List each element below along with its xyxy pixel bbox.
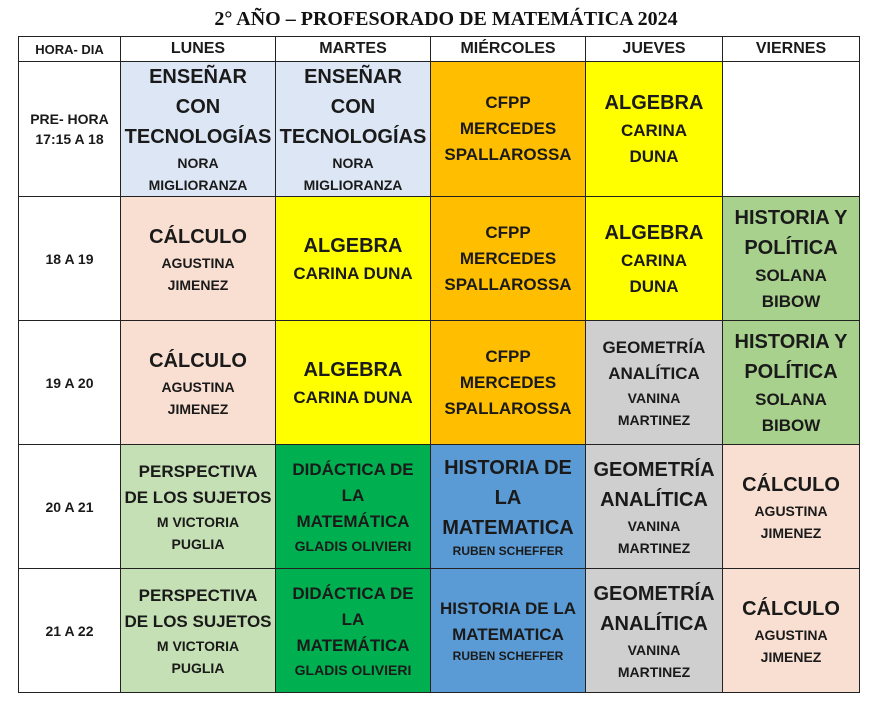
teacher-text: VANINA bbox=[627, 389, 681, 406]
teacher-text: DUNA bbox=[629, 147, 679, 166]
subject-text: CFPP bbox=[485, 346, 531, 366]
subject-text: PERSPECTIVA bbox=[138, 461, 258, 481]
teacher-text: BIBOW bbox=[761, 291, 821, 311]
class-cell bbox=[431, 197, 586, 321]
subject-text: TECNOLOGÍAS bbox=[124, 126, 272, 148]
teacher-text: PUGLIA bbox=[171, 659, 225, 676]
class-cell bbox=[276, 445, 431, 569]
teacher-text: SPALLAROSSA bbox=[444, 274, 572, 294]
subject-text: MATEMÁTICA bbox=[296, 635, 410, 655]
time-cell bbox=[19, 445, 121, 569]
teacher-text: AGUSTINA bbox=[754, 626, 828, 643]
empty-cell bbox=[723, 62, 860, 197]
header-viernes: VIERNES bbox=[723, 37, 860, 62]
teacher-text: MERCEDES bbox=[459, 248, 557, 268]
subject-text: LA bbox=[341, 485, 365, 505]
class-cell bbox=[723, 321, 860, 445]
subject-text: PERSPECTIVA bbox=[138, 585, 258, 605]
class-cell bbox=[586, 321, 723, 445]
class-cell bbox=[431, 445, 586, 569]
header-martes: MARTES bbox=[276, 37, 431, 62]
class-cell bbox=[276, 321, 431, 445]
teacher-text: RUBEN SCHEFFER bbox=[452, 544, 564, 558]
time-cell bbox=[19, 62, 121, 197]
subject-text: ALGEBRA bbox=[303, 358, 403, 381]
class-cell bbox=[121, 569, 276, 693]
teacher-text: NORA bbox=[177, 155, 219, 171]
time-cell bbox=[19, 197, 121, 321]
class-cell bbox=[121, 197, 276, 321]
subject-text: DE LOS SUJETOS bbox=[124, 611, 272, 631]
class-cell bbox=[723, 445, 860, 569]
subject-text: TECNOLOGÍAS bbox=[279, 126, 427, 148]
subject-text: GEOMETRÍA bbox=[593, 582, 715, 605]
subject-text: ENSEÑAR bbox=[149, 66, 247, 88]
subject-text: MATEMÁTICA bbox=[296, 511, 410, 531]
teacher-text: AGUSTINA bbox=[161, 254, 235, 271]
teacher-text: SOLANA bbox=[755, 265, 827, 285]
time-cell bbox=[19, 321, 121, 445]
subject-text: CÁLCULO bbox=[742, 473, 840, 496]
class-cell bbox=[431, 569, 586, 693]
subject-text: HISTORIA Y bbox=[734, 330, 848, 353]
teacher-text: CARINA bbox=[620, 121, 688, 140]
subject-text: LA bbox=[494, 487, 522, 509]
class-cell bbox=[276, 62, 431, 197]
teacher-text: CARINA bbox=[620, 250, 688, 270]
teacher-text: GLADIS OLIVIERI bbox=[294, 661, 412, 678]
class-cell bbox=[723, 569, 860, 693]
teacher-text: JIMENEZ bbox=[167, 276, 229, 293]
class-cell bbox=[276, 569, 431, 693]
teacher-text: M VICTORIA bbox=[156, 513, 240, 530]
subject-text: CÁLCULO bbox=[149, 349, 247, 372]
subject-text: CON bbox=[175, 96, 221, 118]
time-label: 18 A 19 bbox=[45, 250, 94, 267]
teacher-text: CARINA DUNA bbox=[293, 387, 413, 407]
teacher-text: VANINA bbox=[627, 517, 681, 534]
teacher-text: MARTINEZ bbox=[617, 663, 691, 680]
teacher-text: BIBOW bbox=[761, 415, 821, 435]
time-label: 17:15 A 18 bbox=[35, 131, 104, 147]
teacher-text: GLADIS OLIVIERI bbox=[294, 537, 412, 554]
subject-text: GEOMETRÍA bbox=[602, 337, 706, 357]
class-cell bbox=[121, 445, 276, 569]
teacher-text: MERCEDES bbox=[459, 372, 557, 392]
teacher-text: AGUSTINA bbox=[754, 502, 828, 519]
teacher-text: SPALLAROSSA bbox=[444, 145, 572, 164]
class-cell bbox=[586, 445, 723, 569]
class-cell bbox=[586, 62, 723, 197]
header-row bbox=[19, 37, 860, 62]
subject-text: GEOMETRÍA bbox=[593, 458, 715, 481]
teacher-text: JIMENEZ bbox=[760, 524, 822, 541]
teacher-text: JIMENEZ bbox=[760, 648, 822, 665]
subject-text: DIDÁCTICA DE bbox=[292, 583, 414, 603]
schedule-row bbox=[19, 445, 860, 569]
time-cell bbox=[19, 569, 121, 693]
time-label: 21 A 22 bbox=[45, 622, 94, 639]
subject-text: MATEMATICA bbox=[442, 517, 574, 539]
subject-text: CFPP bbox=[485, 93, 531, 112]
teacher-text: PUGLIA bbox=[171, 535, 225, 552]
subject-text: DIDÁCTICA DE bbox=[292, 459, 414, 479]
class-cell bbox=[121, 62, 276, 197]
teacher-text: DUNA bbox=[629, 276, 679, 296]
subject-text: CÁLCULO bbox=[149, 225, 247, 248]
class-cell bbox=[121, 321, 276, 445]
subject-text: ANALÍTICA bbox=[600, 612, 708, 635]
header-hora-dia: HORA- DIA bbox=[19, 37, 121, 62]
subject-text: HISTORIA DE bbox=[444, 457, 572, 479]
page-title: 2° AÑO – PROFESORADO DE MATEMÁTICA 2024 bbox=[214, 8, 678, 30]
teacher-text: MARTINEZ bbox=[617, 539, 691, 556]
class-cell bbox=[431, 62, 586, 197]
time-label: PRE- HORA bbox=[30, 111, 109, 127]
teacher-text: MIGLIORANZA bbox=[148, 177, 248, 193]
subject-text: CON bbox=[330, 96, 376, 118]
subject-text: POLÍTICA bbox=[744, 236, 838, 259]
teacher-text: CARINA DUNA bbox=[293, 263, 413, 283]
teacher-text: MIGLIORANZA bbox=[303, 177, 403, 193]
subject-text: DE LOS SUJETOS bbox=[124, 487, 272, 507]
teacher-text: VANINA bbox=[627, 641, 681, 658]
class-cell bbox=[276, 197, 431, 321]
teacher-text: RUBEN SCHEFFER bbox=[452, 649, 564, 663]
teacher-text: M VICTORIA bbox=[156, 637, 240, 654]
schedule-row bbox=[19, 569, 860, 693]
subject-text: CFPP bbox=[485, 222, 531, 242]
time-label: 20 A 21 bbox=[45, 498, 94, 515]
schedule-row bbox=[19, 197, 860, 321]
teacher-text: NORA bbox=[332, 155, 374, 171]
subject-text: ALGEBRA bbox=[604, 92, 704, 114]
subject-text: ENSEÑAR bbox=[304, 66, 402, 88]
subject-text: ALGEBRA bbox=[303, 234, 403, 257]
schedule-row bbox=[19, 321, 860, 445]
teacher-text: MARTINEZ bbox=[617, 411, 691, 428]
subject-text: CÁLCULO bbox=[742, 597, 840, 620]
subject-text: LA bbox=[341, 609, 365, 629]
subject-text: ANALÍTICA bbox=[608, 363, 700, 383]
subject-text: POLÍTICA bbox=[744, 360, 838, 383]
subject-text: HISTORIA DE LA bbox=[439, 599, 576, 618]
class-cell bbox=[431, 321, 586, 445]
schedule-row bbox=[19, 62, 860, 197]
teacher-text: MERCEDES bbox=[459, 119, 557, 138]
header-lunes: LUNES bbox=[121, 37, 276, 62]
subject-text: MATEMATICA bbox=[452, 625, 564, 644]
time-label: 19 A 20 bbox=[45, 374, 94, 391]
teacher-text: SOLANA bbox=[755, 389, 827, 409]
header-jueves: JUEVES bbox=[586, 37, 723, 62]
subject-text: ALGEBRA bbox=[604, 221, 704, 244]
subject-text: ANALÍTICA bbox=[600, 488, 708, 511]
class-cell bbox=[586, 569, 723, 693]
class-cell bbox=[586, 197, 723, 321]
teacher-text: SPALLAROSSA bbox=[444, 398, 572, 418]
schedule-table bbox=[18, 36, 860, 693]
class-cell bbox=[723, 197, 860, 321]
teacher-text: AGUSTINA bbox=[161, 378, 235, 395]
header-miercoles: MIÉRCOLES bbox=[431, 37, 586, 62]
teacher-text: JIMENEZ bbox=[167, 400, 229, 417]
subject-text: HISTORIA Y bbox=[734, 206, 848, 229]
